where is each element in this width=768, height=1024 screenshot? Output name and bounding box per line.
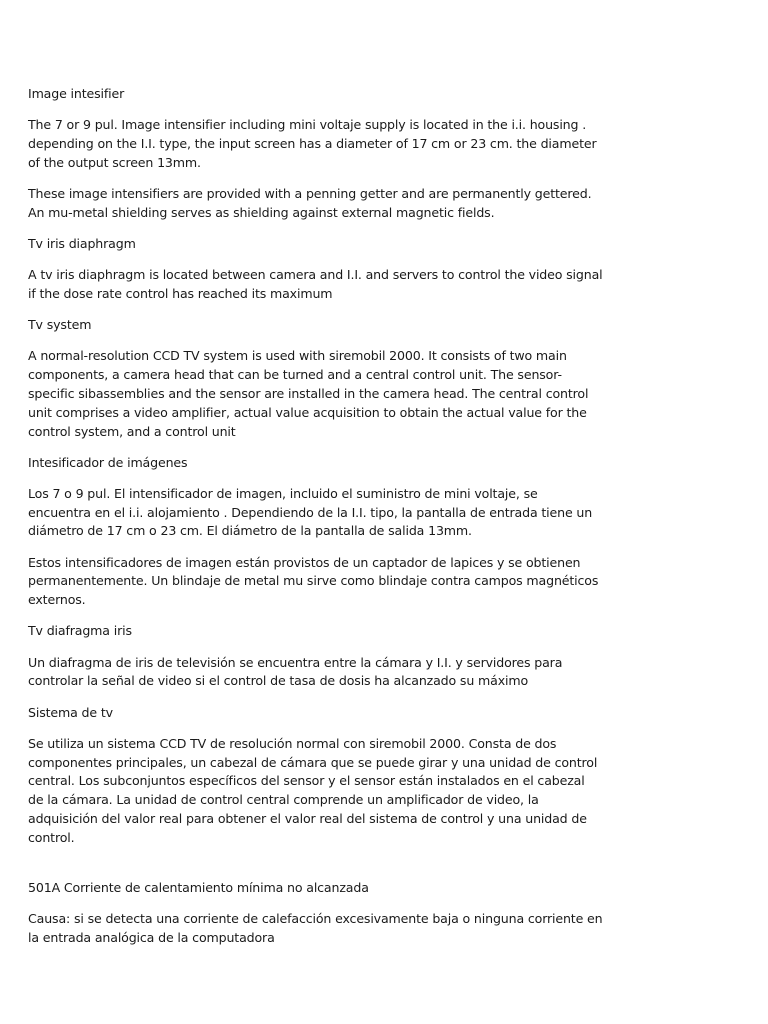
heading-error-501a: 501A Corriente de calentamiento mínima no alcanzada — [28, 879, 369, 895]
heading-intensificador: Intesificador de imágenes — [28, 454, 188, 470]
paragraph-image-intensifier-description: The 7 or 9 pul. Image intensifier including mini voltaje supply is located in the i.i. housing . depending on the I.I. type, the input screen has a diameter of 17 cm or 23 cm. the diameter of the output screen 13mm. — [28, 117, 597, 170]
document-page — [28, 85, 603, 960]
heading-tv-diafragma-iris: Tv diafragma iris — [28, 623, 132, 639]
paragraph-captador: Estos intensificadores de imagen están provistos de un captador de lapices y se obtienen permanentemente. Un blindaje de metal mu sirve como blindaje contra campos magnéticos externos. — [28, 554, 599, 608]
paragraph-diafragma-iris: Un diafragma de iris de televisión se encuentra entre la cámara y I.I. y servidores para controlar la señal de video si el control de tasa de dosis ha alcanzado su máximo — [28, 654, 563, 689]
paragraph-error-cause: Causa: si se detecta una corriente de calefacción excesivamente baja o ninguna corriente en la entrada analógica de la computadora — [28, 910, 603, 945]
paragraph-sistema-de-tv: Se utiliza un sistema CCD TV de resolución normal con siremobil 2000. Consta de dos componentes principales, un cabezal de cámara que se puede girar y una unidad de control central. Los subconjuntos específicos del sensor y el sensor están instalados en el cabezal de la cámara. La unidad de control central comprende un amplificador de video, la adquisición del valor real para obtener el valor real del sistema de control y una unidad de control. — [28, 735, 598, 845]
paragraph-tv-iris-diaphragm: A tv iris diaphragm is located between camera and I.I. and servers to control the video signal if the dose rate control has reached its maximum — [28, 267, 603, 301]
heading-image-intensifier: Image intesifier — [28, 86, 125, 101]
heading-sistema-de-tv: Sistema de tv — [28, 704, 113, 720]
heading-tv-system: Tv system — [28, 317, 92, 333]
blank-line — [28, 860, 603, 879]
paragraph-intensificador-descripcion: Los 7 o 9 pul. El intensificador de imagen, incluido el suministro de mini voltaje, se encuentra en el i.i. alojamiento . Dependiendo de la I.I. tipo, la pantalla de entrada tiene un diámetro de 17 cm o 23 cm. El diámetro de la pantalla de salida 13mm. — [28, 485, 593, 539]
heading-tv-iris-diaphragm: Tv iris diaphragm — [28, 235, 136, 251]
paragraph-penning-getter: These image intensifiers are provided with a penning getter and are permanently gettered. An mu-metal shielding serves as shielding against external magnetic fields. — [28, 185, 592, 220]
paragraph-tv-system: A normal-resolution CCD TV system is used with siremobil 2000. It consists of two main components, a camera head that can be turned and a central control unit. The sensor-specific sibassemblies and the sensor are installed in the camera head. The central control unit comprises a video amplifier, actual value acquisition to obtain the actual value for the control system, and a control unit — [28, 348, 589, 439]
